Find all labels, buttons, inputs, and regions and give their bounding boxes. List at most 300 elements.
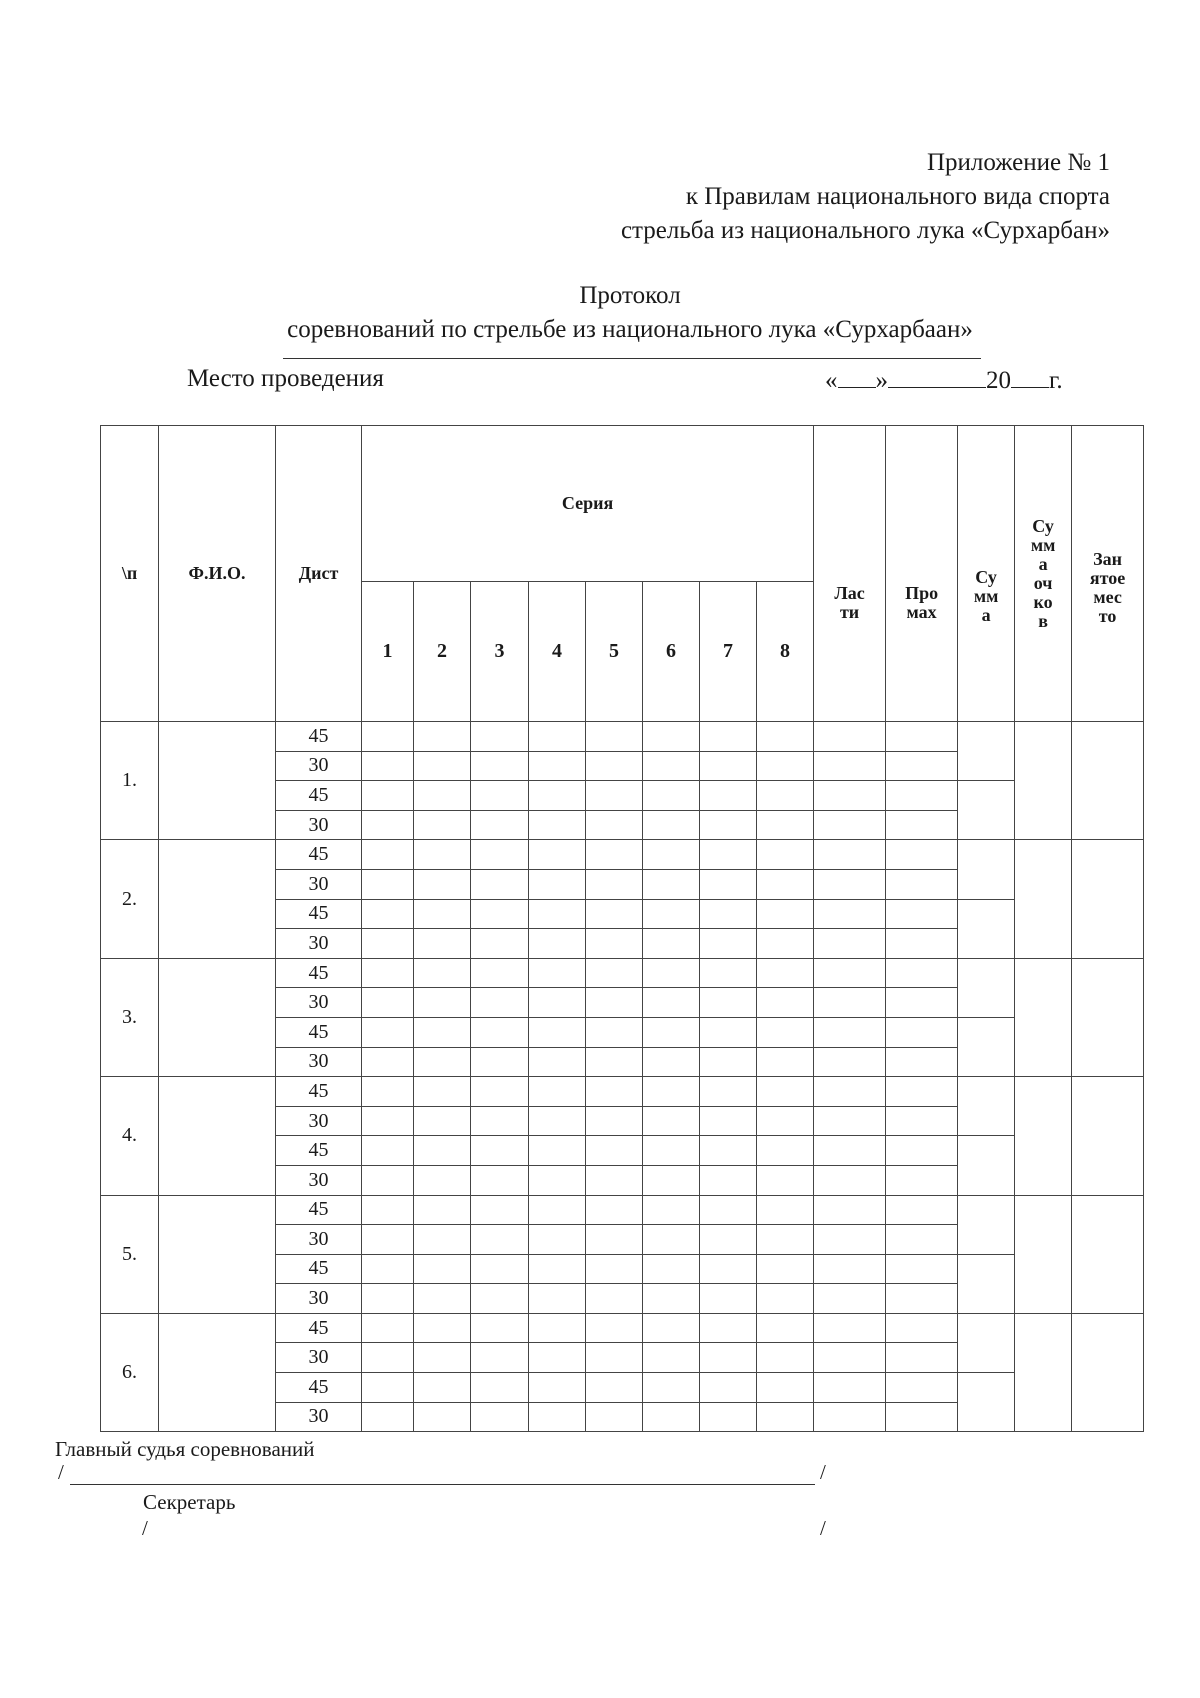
series-score-cell[interactable] [700, 810, 757, 840]
series-score-cell[interactable] [757, 1402, 814, 1432]
distance-cell: 45 [276, 1195, 362, 1225]
series-score-cell[interactable] [700, 1106, 757, 1136]
series-score-cell[interactable] [700, 722, 757, 752]
series-score-cell[interactable] [471, 1047, 529, 1077]
promah-cell[interactable] [886, 1373, 958, 1403]
series-score-cell[interactable] [414, 1402, 471, 1432]
series-score-cell[interactable] [362, 1195, 414, 1225]
series-score-cell[interactable] [529, 1077, 586, 1107]
series-score-cell[interactable] [643, 1343, 700, 1373]
series-score-cell[interactable] [362, 722, 414, 752]
lasti-cell[interactable] [814, 899, 886, 929]
series-score-cell[interactable] [414, 988, 471, 1018]
participant-fio-cell[interactable] [159, 958, 276, 1076]
series-score-cell[interactable] [529, 958, 586, 988]
series-score-cell[interactable] [700, 1373, 757, 1403]
series-score-cell[interactable] [414, 1343, 471, 1373]
series-score-cell[interactable] [362, 1165, 414, 1195]
series-score-cell[interactable] [471, 1313, 529, 1343]
series-score-cell[interactable] [414, 722, 471, 752]
series-score-cell[interactable] [529, 1136, 586, 1166]
series-score-cell[interactable] [414, 1047, 471, 1077]
lasti-cell[interactable] [814, 840, 886, 870]
summa-cell[interactable] [958, 1017, 1015, 1076]
series-score-cell[interactable] [700, 1195, 757, 1225]
series-score-cell[interactable] [757, 1047, 814, 1077]
summa-ochkov-cell[interactable] [1015, 1195, 1072, 1313]
header-promah: Про мах [886, 426, 958, 722]
series-score-cell[interactable] [362, 810, 414, 840]
series-score-cell[interactable] [643, 1195, 700, 1225]
summa-cell[interactable] [958, 1136, 1015, 1195]
series-score-cell[interactable] [529, 1343, 586, 1373]
summa-cell[interactable] [958, 1254, 1015, 1313]
series-score-cell[interactable] [414, 1136, 471, 1166]
series-score-cell[interactable] [757, 899, 814, 929]
series-score-cell[interactable] [586, 899, 643, 929]
series-score-cell[interactable] [471, 840, 529, 870]
date-year-blank[interactable] [1011, 365, 1049, 388]
series-score-cell[interactable] [757, 1225, 814, 1255]
summa-cell[interactable] [958, 1195, 1015, 1254]
participant-fio-cell[interactable] [159, 1195, 276, 1313]
series-score-cell[interactable] [414, 1254, 471, 1284]
header-fio: Ф.И.О. [159, 426, 276, 722]
series-score-cell[interactable] [586, 1106, 643, 1136]
series-score-cell[interactable] [700, 958, 757, 988]
series-score-cell[interactable] [586, 781, 643, 811]
series-score-cell[interactable] [471, 988, 529, 1018]
series-score-cell[interactable] [471, 929, 529, 959]
series-score-cell[interactable] [757, 1284, 814, 1314]
participant-fio-cell[interactable] [159, 1313, 276, 1431]
series-number-4: 4 [529, 582, 586, 722]
series-score-cell[interactable] [643, 1017, 700, 1047]
series-score-cell[interactable] [414, 958, 471, 988]
series-score-cell[interactable] [643, 1047, 700, 1077]
series-score-cell[interactable] [643, 722, 700, 752]
series-score-cell[interactable] [586, 1195, 643, 1225]
series-score-cell[interactable] [362, 751, 414, 781]
series-score-cell[interactable] [700, 1254, 757, 1284]
promah-cell[interactable] [886, 810, 958, 840]
series-score-cell[interactable] [529, 840, 586, 870]
summa-cell[interactable] [958, 722, 1015, 781]
lasti-cell[interactable] [814, 1343, 886, 1373]
summa-ochkov-cell[interactable] [1015, 1313, 1072, 1431]
series-score-cell[interactable] [362, 1254, 414, 1284]
series-score-cell[interactable] [586, 810, 643, 840]
series-score-cell[interactable] [700, 1313, 757, 1343]
series-score-cell[interactable] [643, 1077, 700, 1107]
participant-number: 5. [101, 1195, 159, 1313]
lasti-cell[interactable] [814, 1136, 886, 1166]
distance-cell: 30 [276, 751, 362, 781]
series-score-cell[interactable] [757, 1313, 814, 1343]
lasti-cell[interactable] [814, 1313, 886, 1343]
series-score-cell[interactable] [414, 1284, 471, 1314]
series-score-cell[interactable] [471, 1077, 529, 1107]
series-score-cell[interactable] [362, 781, 414, 811]
participant-number: 2. [101, 840, 159, 958]
series-score-cell[interactable] [362, 1373, 414, 1403]
series-score-cell[interactable] [700, 899, 757, 929]
series-score-cell[interactable] [700, 840, 757, 870]
summa-ochkov-cell[interactable] [1015, 958, 1072, 1076]
series-score-cell[interactable] [700, 1402, 757, 1432]
series-score-cell[interactable] [586, 840, 643, 870]
series-score-cell[interactable] [414, 1106, 471, 1136]
series-score-cell[interactable] [757, 1077, 814, 1107]
series-score-cell[interactable] [414, 929, 471, 959]
series-score-cell[interactable] [757, 1195, 814, 1225]
distance-cell: 30 [276, 810, 362, 840]
lasti-cell[interactable] [814, 1373, 886, 1403]
series-score-cell[interactable] [362, 958, 414, 988]
summa-cell[interactable] [958, 1313, 1015, 1372]
series-score-cell[interactable] [586, 869, 643, 899]
series-score-cell[interactable] [471, 1225, 529, 1255]
promah-cell[interactable] [886, 1047, 958, 1077]
summa-cell[interactable] [958, 1077, 1015, 1136]
series-score-cell[interactable] [586, 722, 643, 752]
place-cell[interactable] [1072, 1313, 1144, 1431]
promah-cell[interactable] [886, 929, 958, 959]
lasti-cell[interactable] [814, 1077, 886, 1107]
series-score-cell[interactable] [471, 810, 529, 840]
series-score-cell[interactable] [643, 751, 700, 781]
series-score-cell[interactable] [529, 751, 586, 781]
series-number-7: 7 [700, 582, 757, 722]
lasti-cell[interactable] [814, 929, 886, 959]
promah-cell[interactable] [886, 1402, 958, 1432]
series-score-cell[interactable] [586, 988, 643, 1018]
summa-cell[interactable] [958, 1373, 1015, 1432]
series-score-cell[interactable] [643, 1373, 700, 1403]
promah-cell[interactable] [886, 1106, 958, 1136]
series-score-cell[interactable] [586, 1165, 643, 1195]
series-score-cell[interactable] [643, 1402, 700, 1432]
series-score-cell[interactable] [471, 1254, 529, 1284]
series-score-cell[interactable] [471, 1165, 529, 1195]
series-score-cell[interactable] [471, 1402, 529, 1432]
series-score-cell[interactable] [529, 1106, 586, 1136]
promah-cell[interactable] [886, 1195, 958, 1225]
promah-cell[interactable] [886, 1136, 958, 1166]
series-score-cell[interactable] [757, 1106, 814, 1136]
series-score-cell[interactable] [586, 1225, 643, 1255]
lasti-cell[interactable] [814, 988, 886, 1018]
series-score-cell[interactable] [757, 840, 814, 870]
series-score-cell[interactable] [643, 1165, 700, 1195]
promah-cell[interactable] [886, 1254, 958, 1284]
series-score-cell[interactable] [529, 1402, 586, 1432]
series-score-cell[interactable] [700, 988, 757, 1018]
series-score-cell[interactable] [700, 781, 757, 811]
series-score-cell[interactable] [471, 869, 529, 899]
series-score-cell[interactable] [362, 840, 414, 870]
series-score-cell[interactable] [362, 1402, 414, 1432]
series-score-cell[interactable] [529, 1373, 586, 1403]
lasti-cell[interactable] [814, 722, 886, 752]
series-score-cell[interactable] [643, 869, 700, 899]
series-score-cell[interactable] [643, 1254, 700, 1284]
series-score-cell[interactable] [700, 1343, 757, 1373]
series-score-cell[interactable] [700, 751, 757, 781]
series-score-cell[interactable] [414, 751, 471, 781]
series-score-cell[interactable] [586, 929, 643, 959]
promah-cell[interactable] [886, 840, 958, 870]
promah-cell[interactable] [886, 899, 958, 929]
series-score-cell[interactable] [362, 988, 414, 1018]
series-score-cell[interactable] [471, 1106, 529, 1136]
series-score-cell[interactable] [362, 899, 414, 929]
series-score-cell[interactable] [362, 1136, 414, 1166]
lasti-cell[interactable] [814, 1047, 886, 1077]
series-score-cell[interactable] [414, 1077, 471, 1107]
series-score-cell[interactable] [414, 1313, 471, 1343]
series-score-cell[interactable] [643, 840, 700, 870]
series-score-cell[interactable] [414, 899, 471, 929]
series-score-cell[interactable] [414, 869, 471, 899]
series-score-cell[interactable] [643, 1284, 700, 1314]
lasti-cell[interactable] [814, 1195, 886, 1225]
series-score-cell[interactable] [529, 1165, 586, 1195]
lasti-cell[interactable] [814, 1254, 886, 1284]
series-score-cell[interactable] [471, 722, 529, 752]
series-score-cell[interactable] [586, 1136, 643, 1166]
promah-cell[interactable] [886, 1017, 958, 1047]
series-score-cell[interactable] [757, 1373, 814, 1403]
protocol-subtitle: соревнований по стрельбе из национального лука «Сурхарбаан» [287, 316, 973, 343]
series-score-cell[interactable] [529, 1195, 586, 1225]
place-cell[interactable] [1072, 722, 1144, 840]
series-score-cell[interactable] [529, 988, 586, 1018]
series-score-cell[interactable] [700, 1017, 757, 1047]
series-score-cell[interactable] [700, 1225, 757, 1255]
series-score-cell[interactable] [586, 1017, 643, 1047]
series-score-cell[interactable] [362, 869, 414, 899]
date-month-blank[interactable] [888, 365, 986, 388]
lasti-cell[interactable] [814, 1165, 886, 1195]
promah-cell[interactable] [886, 958, 958, 988]
series-score-cell[interactable] [529, 1254, 586, 1284]
series-score-cell[interactable] [643, 929, 700, 959]
series-score-cell[interactable] [643, 958, 700, 988]
series-score-cell[interactable] [471, 1136, 529, 1166]
series-score-cell[interactable] [586, 1313, 643, 1343]
lasti-cell[interactable] [814, 1284, 886, 1314]
table-row [101, 1313, 1144, 1343]
series-score-cell[interactable] [529, 1225, 586, 1255]
distance-cell: 45 [276, 1254, 362, 1284]
series-score-cell[interactable] [362, 1225, 414, 1255]
series-score-cell[interactable] [529, 781, 586, 811]
series-score-cell[interactable] [471, 1343, 529, 1373]
series-score-cell[interactable] [700, 929, 757, 959]
lasti-cell[interactable] [814, 810, 886, 840]
series-number-2: 2 [414, 582, 471, 722]
summa-ochkov-cell[interactable] [1015, 840, 1072, 958]
summa-ochkov-cell[interactable] [1015, 1077, 1072, 1195]
series-score-cell[interactable] [529, 1047, 586, 1077]
promah-cell[interactable] [886, 869, 958, 899]
title-underline [283, 358, 981, 359]
promah-cell[interactable] [886, 1313, 958, 1343]
lasti-cell[interactable] [814, 1017, 886, 1047]
series-score-cell[interactable] [529, 1017, 586, 1047]
series-score-cell[interactable] [529, 929, 586, 959]
series-score-cell[interactable] [643, 1136, 700, 1166]
table-row [101, 840, 1144, 870]
lasti-cell[interactable] [814, 958, 886, 988]
series-score-cell[interactable] [643, 899, 700, 929]
series-score-cell[interactable] [471, 1195, 529, 1225]
lasti-cell[interactable] [814, 869, 886, 899]
series-score-cell[interactable] [757, 1165, 814, 1195]
series-score-cell[interactable] [414, 1165, 471, 1195]
series-score-cell[interactable] [757, 988, 814, 1018]
participant-fio-cell[interactable] [159, 1077, 276, 1195]
series-score-cell[interactable] [586, 1077, 643, 1107]
series-score-cell[interactable] [529, 1313, 586, 1343]
series-score-cell[interactable] [586, 1373, 643, 1403]
series-score-cell[interactable] [529, 722, 586, 752]
series-score-cell[interactable] [700, 1077, 757, 1107]
promah-cell[interactable] [886, 1284, 958, 1314]
distance-cell: 45 [276, 781, 362, 811]
series-score-cell[interactable] [757, 781, 814, 811]
series-score-cell[interactable] [414, 1017, 471, 1047]
series-score-cell[interactable] [362, 1313, 414, 1343]
place-cell[interactable] [1072, 1077, 1144, 1195]
promah-cell[interactable] [886, 988, 958, 1018]
promah-cell[interactable] [886, 722, 958, 752]
summa-cell[interactable] [958, 958, 1015, 1017]
series-score-cell[interactable] [362, 1106, 414, 1136]
place-cell[interactable] [1072, 1195, 1144, 1313]
promah-cell[interactable] [886, 1077, 958, 1107]
series-score-cell[interactable] [586, 1284, 643, 1314]
lasti-cell[interactable] [814, 1225, 886, 1255]
secretary-label: Секретарь [143, 1490, 236, 1514]
secretary-slash-left: / [142, 1516, 148, 1540]
series-score-cell[interactable] [471, 899, 529, 929]
series-score-cell[interactable] [757, 1136, 814, 1166]
series-score-cell[interactable] [471, 781, 529, 811]
series-score-cell[interactable] [414, 1225, 471, 1255]
lasti-cell[interactable] [814, 1402, 886, 1432]
series-score-cell[interactable] [586, 1343, 643, 1373]
table-row [101, 958, 1144, 988]
date-day-blank[interactable] [838, 365, 876, 388]
series-score-cell[interactable] [757, 869, 814, 899]
summa-cell[interactable] [958, 781, 1015, 840]
lasti-cell[interactable] [814, 1106, 886, 1136]
series-score-cell[interactable] [643, 781, 700, 811]
series-score-cell[interactable] [362, 1017, 414, 1047]
series-score-cell[interactable] [414, 810, 471, 840]
series-score-cell[interactable] [700, 1047, 757, 1077]
series-score-cell[interactable] [757, 1343, 814, 1373]
series-score-cell[interactable] [757, 722, 814, 752]
promah-cell[interactable] [886, 1165, 958, 1195]
place-cell[interactable] [1072, 840, 1144, 958]
series-score-cell[interactable] [757, 929, 814, 959]
series-score-cell[interactable] [529, 869, 586, 899]
series-score-cell[interactable] [471, 1373, 529, 1403]
series-score-cell[interactable] [471, 751, 529, 781]
series-score-cell[interactable] [757, 751, 814, 781]
series-score-cell[interactable] [586, 1254, 643, 1284]
distance-cell: 30 [276, 988, 362, 1018]
series-score-cell[interactable] [700, 1136, 757, 1166]
series-score-cell[interactable] [414, 1373, 471, 1403]
series-score-cell[interactable] [362, 929, 414, 959]
series-score-cell[interactable] [643, 810, 700, 840]
appendix-line-2: к Правилам национального вида спорта [685, 183, 1110, 210]
series-score-cell[interactable] [643, 988, 700, 1018]
series-score-cell[interactable] [529, 810, 586, 840]
series-score-cell[interactable] [757, 1254, 814, 1284]
series-score-cell[interactable] [586, 751, 643, 781]
series-score-cell[interactable] [586, 1047, 643, 1077]
lasti-cell[interactable] [814, 751, 886, 781]
summa-ochkov-cell[interactable] [1015, 722, 1072, 840]
series-score-cell[interactable] [471, 958, 529, 988]
series-score-cell[interactable] [643, 1106, 700, 1136]
series-score-cell[interactable] [362, 1343, 414, 1373]
judge-signature-line[interactable] [70, 1484, 815, 1485]
series-score-cell[interactable] [529, 899, 586, 929]
series-score-cell[interactable] [414, 781, 471, 811]
promah-cell[interactable] [886, 1225, 958, 1255]
place-cell[interactable] [1072, 958, 1144, 1076]
series-score-cell[interactable] [643, 1225, 700, 1255]
participant-fio-cell[interactable] [159, 722, 276, 840]
series-score-cell[interactable] [362, 1047, 414, 1077]
summa-cell[interactable] [958, 840, 1015, 899]
promah-cell[interactable] [886, 781, 958, 811]
series-score-cell[interactable] [586, 958, 643, 988]
series-score-cell[interactable] [700, 1165, 757, 1195]
protocol-table [100, 425, 1144, 1432]
series-score-cell[interactable] [700, 869, 757, 899]
summa-cell[interactable] [958, 899, 1015, 958]
appendix-line-1: Приложение № 1 [926, 149, 1110, 176]
series-score-cell[interactable] [471, 1017, 529, 1047]
table-row [101, 722, 1144, 752]
series-score-cell[interactable] [362, 1284, 414, 1314]
series-score-cell[interactable] [414, 1195, 471, 1225]
series-score-cell[interactable] [414, 840, 471, 870]
series-score-cell[interactable] [529, 1284, 586, 1314]
lasti-cell[interactable] [814, 781, 886, 811]
participant-fio-cell[interactable] [159, 840, 276, 958]
series-score-cell[interactable] [586, 1402, 643, 1432]
header-series: Серия [362, 426, 814, 582]
series-score-cell[interactable] [471, 1284, 529, 1314]
promah-cell[interactable] [886, 751, 958, 781]
series-score-cell[interactable] [362, 1077, 414, 1107]
series-score-cell[interactable] [757, 958, 814, 988]
promah-cell[interactable] [886, 1343, 958, 1373]
series-score-cell[interactable] [643, 1313, 700, 1343]
series-score-cell[interactable] [757, 810, 814, 840]
participant-number: 3. [101, 958, 159, 1076]
series-score-cell[interactable] [700, 1284, 757, 1314]
series-score-cell[interactable] [757, 1017, 814, 1047]
